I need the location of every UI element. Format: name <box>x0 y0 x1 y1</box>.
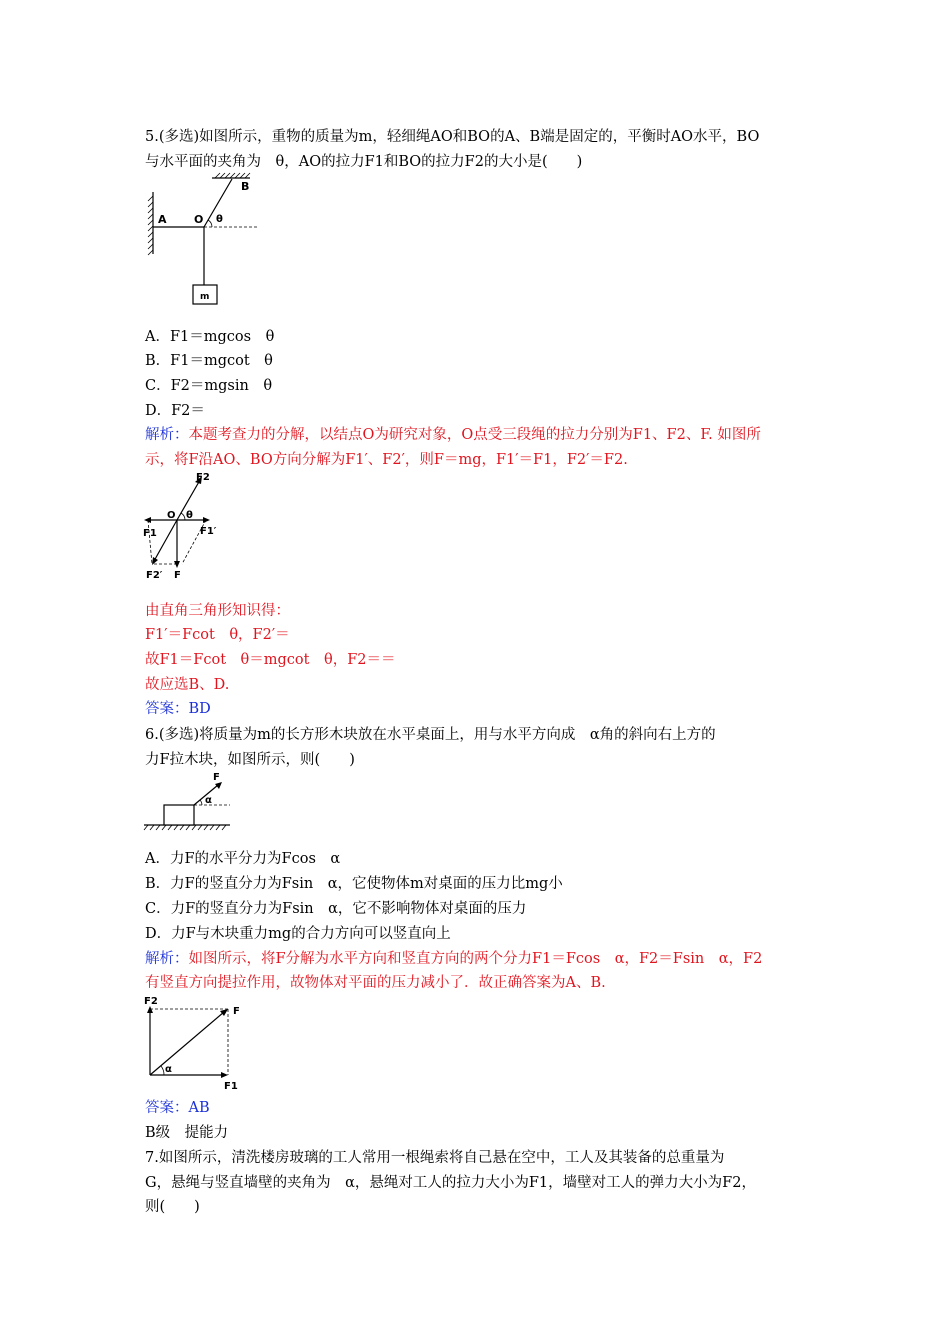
q5-sol-label-f1: F1 <box>143 528 157 539</box>
q6-analysis-label: 解析： <box>145 951 189 967</box>
q6-option-b: B．力F的竖直分力为Fsin α，它使物体m对桌面的压力比mg小 <box>145 876 563 892</box>
q5-sol-label-f: F <box>174 570 181 581</box>
q5-option-c: C．F2＝mgsin θ <box>145 378 273 394</box>
q5-analysis-label: 解析： <box>145 427 189 443</box>
q5-sol-label-f2p: F2′ <box>146 570 163 581</box>
q5-sol-label-o: O <box>167 510 176 521</box>
q6-option-c: C．力F的竖直分力为Fsin α，它不影响物体对桌面的压力 <box>145 901 527 917</box>
q5-answer: 答案：BD <box>145 701 211 717</box>
q6-fig-label-f: F <box>213 772 220 783</box>
q6-sol-label-f1: F1 <box>224 1081 238 1092</box>
q5-analysis-line2: 示，将F沿AO、BO方向分解为F1′、F2′，则F＝mg，F1′＝F1，F2′＝F2. <box>145 452 628 468</box>
q6-option-d: D．力F与木块重力mg的合力方向可以竖直向上 <box>145 926 451 942</box>
q5-solution-line3: 故F1＝Fcot θ＝mgcot θ，F2＝＝ <box>145 652 396 668</box>
q5-sol-label-theta: θ <box>186 510 193 521</box>
q5-option-b: B．F1＝mgcot θ <box>145 353 273 369</box>
q5-solution-line4: 故应选B、D. <box>145 677 230 693</box>
q6-figure <box>140 768 240 832</box>
q6-stem-line1: 6.(多选)将质量为m的长方形木块放在水平桌面上，用与水平方向成 α角的斜向右上方的 <box>145 727 716 743</box>
q6-solution-figure <box>140 992 250 1092</box>
q6-sol-label-f2: F2 <box>144 996 158 1007</box>
q6-analysis-line2: 有竖直方向提拉作用，故物体对平面的压力减小了．故正确答案为A、B. <box>145 975 606 991</box>
q5-option-a: A．F1＝mgcos θ <box>145 329 275 345</box>
q5-stem-line2: 与水平面的夹角为 θ，AO的拉力F1和BO的拉力F2的大小是( ) <box>145 154 583 170</box>
q7-stem-line2: G，悬绳与竖直墙壁的夹角为 α，悬绳对工人的拉力大小为F1，墙壁对工人的弹力大小为F2， <box>145 1175 756 1191</box>
q5-fig-label-a: A <box>158 213 167 226</box>
q5-fig-label-m: m <box>200 292 210 302</box>
q7-stem-line1: 7.如图所示，清洗楼房玻璃的工人常用一根绳索将自己悬在空中，工人及其装备的总重量为 <box>145 1150 725 1166</box>
q5-option-d: D．F2＝ <box>145 403 205 419</box>
q5-sol-label-f1p: F1′ <box>200 526 217 537</box>
q6-answer-value: AB <box>188 1100 210 1116</box>
q6-option-a: A．力F的水平分力为Fcos α <box>145 851 341 867</box>
q5-solution-line1: 由直角三角形知识得： <box>145 603 290 619</box>
q5-stem-line1: 5.(多选)如图所示，重物的质量为m，轻细绳AO和BO的A、B端是固定的，平衡时AO水平，BO <box>145 129 760 145</box>
q5-sol-label-f2: F2 <box>196 472 210 483</box>
q5-fig-label-theta: θ <box>216 214 223 225</box>
q6-answer: 答案：AB <box>145 1100 210 1116</box>
q5-solution-line2: F1′＝Fcot θ，F2′＝ <box>145 627 290 643</box>
q6-sol-label-f: F <box>233 1006 240 1017</box>
q5-fig-label-o: O <box>194 213 204 226</box>
section-heading: B级 提能力 <box>145 1125 229 1141</box>
q6-fig-label-alpha: α <box>205 795 212 806</box>
q5-analysis-line1: 解析：本题考查力的分解，以结点O为研究对象，O点受三段绳的拉力分别为F1、F2、F. 如图所 <box>145 427 761 443</box>
q6-sol-label-alpha: α <box>165 1064 172 1075</box>
q7-stem-line3: 则( ) <box>145 1199 200 1215</box>
q5-fig-label-b: B <box>241 180 250 193</box>
q6-stem-line2: 力F拉木块，如图所示，则( ) <box>145 752 355 768</box>
q5-answer-value: BD <box>188 701 211 717</box>
q6-analysis-line1: 解析：如图所示，将F分解为水平方向和竖直方向的两个分力F1＝Fcos α，F2＝Fsin α，F2 <box>145 951 763 967</box>
q5-solution-figure <box>140 470 230 585</box>
q5-figure <box>140 170 270 310</box>
